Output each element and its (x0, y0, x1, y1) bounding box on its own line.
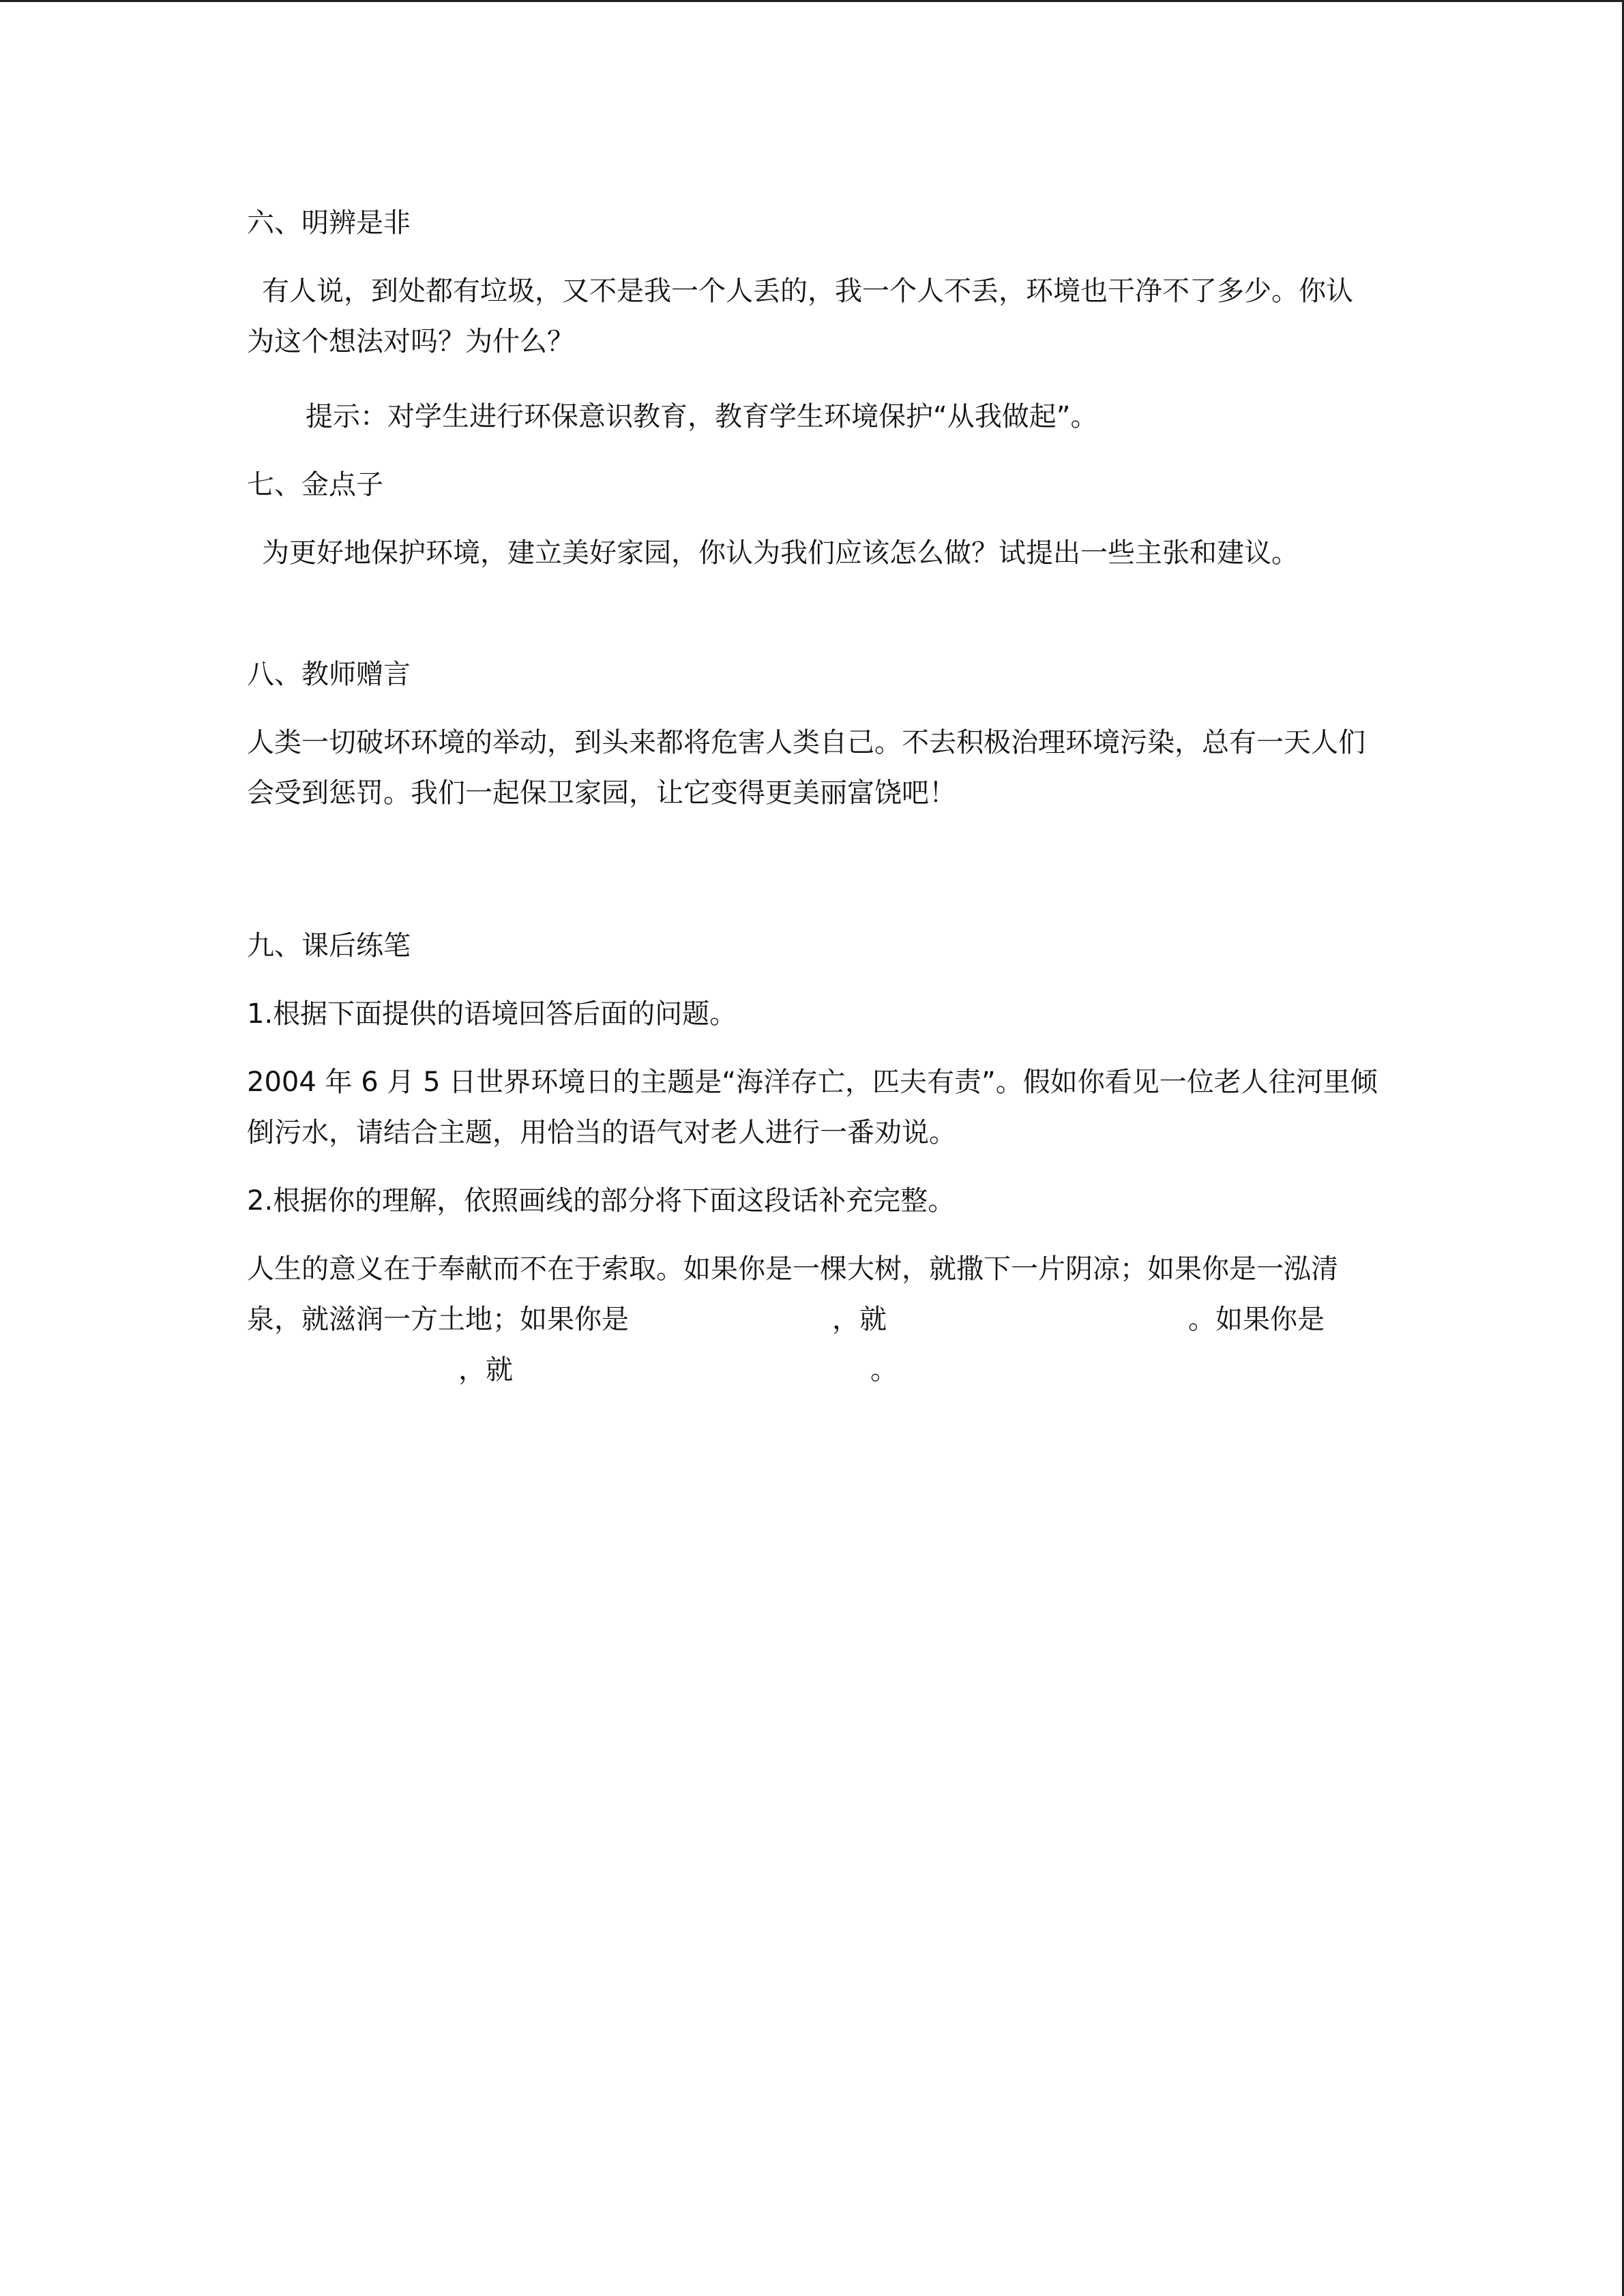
section-9-heading: 九、课后练笔 (247, 930, 411, 961)
section-7-question: 为更好地保护环境，建立美好家园，你认为我们应该怎么做？试提出一些主张和建议。 (262, 537, 1299, 569)
section-8-text: 人类一切破坏环境的举动，到头来都将危害人类自己。不去积极治理环境污染，总有一天人们会受到惩罚。我们一起保卫家园，让它变得更美丽富饶吧！ (247, 727, 1365, 809)
exercise-1-title: 1.根据下面提供的语境回答后面的问题。 (247, 998, 737, 1030)
exercise-2-text-part2: ，就 (832, 1304, 887, 1335)
section-6-question: 有人说，到处都有垃圾，又不是我一个人丢的，我一个人不丢，环境也干净不了多少。你认为这个想法对吗？为什么？ (247, 275, 1353, 357)
exercise-2-text-part4: ，就 (458, 1354, 513, 1386)
section-7-heading: 七、金点子 (247, 469, 383, 501)
section-6-heading: 六、明辨是非 (247, 207, 411, 239)
exercise-2-title: 2.根据你的理解，依照画线的部分将下面这段话补充完整。 (247, 1185, 956, 1217)
document-body (247, 198, 1379, 1395)
exercise-2-text-part1: 人生的意义在于奉献而不在于索取。如果你是一棵大树，就撒下一片阴凉；如果你是一泓清泉，就滋润一方土地；如果你是 (247, 1253, 1338, 1335)
section-8-heading: 八、教师赠言 (247, 659, 411, 690)
exercise-2-paragraph (247, 1244, 1379, 1395)
exercise-1-text: 2004 年 6 月 5 日世界环境日的主题是“海洋存亡，匹夫有责”。假如你看见一位老人往河里倾倒污水，请结合主题，用恰当的语气对老人进行一番劝说。 (247, 1067, 1378, 1148)
exercise-2-text-part3: 。如果你是 (1188, 1304, 1325, 1335)
section-6-hint: 提示：对学生进行环保意识教育，教育学生环境保护“从我做起”。 (306, 401, 1098, 432)
exercise-2-text-part5: 。 (870, 1354, 898, 1386)
